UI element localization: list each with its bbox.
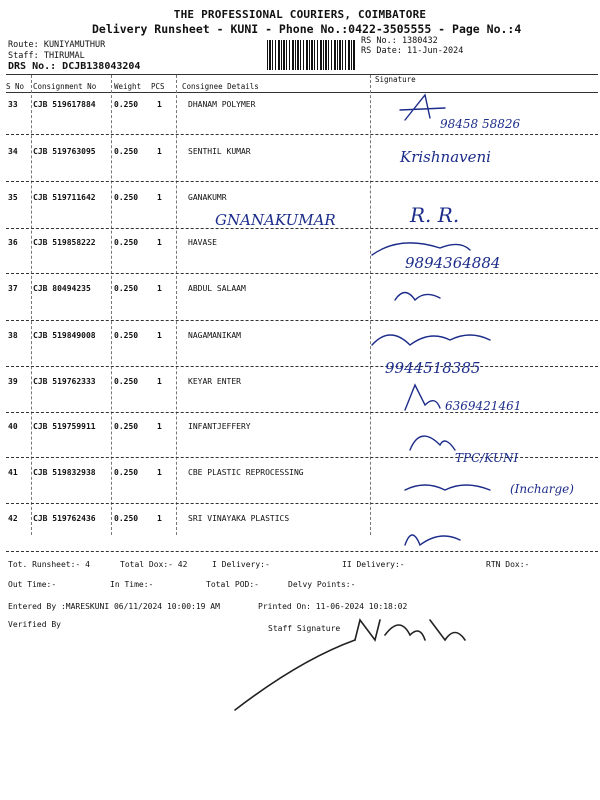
handwritten-phone: 9944518385 xyxy=(385,359,481,377)
row-consignee: SENTHIL KUMAR xyxy=(188,147,251,156)
signature-scribble xyxy=(405,535,460,545)
handwritten-name: GNANAKUMAR xyxy=(215,211,336,229)
staff-signature-scribble xyxy=(355,620,465,640)
row-weight: 0.250 xyxy=(114,377,139,386)
row-sno: 40 xyxy=(8,422,18,431)
row-sno: 41 xyxy=(8,468,18,477)
row-consignee: DHANAM POLYMER xyxy=(188,100,256,109)
rtn-dox: RTN Dox:- xyxy=(486,560,530,569)
col-pcs: PCS xyxy=(151,82,165,91)
staff-signature-label: Staff Signature xyxy=(268,624,341,633)
document-title: Delivery Runsheet - KUNI - Phone No.:0422-3505555 - Page No.:4 xyxy=(92,22,522,36)
total-pod: Total POD:- xyxy=(206,580,259,589)
row-sno: 33 xyxy=(8,100,18,109)
row-pcs: 1 xyxy=(157,238,162,247)
row-consignee: CBE PLASTIC REPROCESSING xyxy=(188,468,304,477)
entered-by: Entered By :MARESKUNI 06/11/2024 10:00:19 AM xyxy=(8,602,220,611)
handwritten-stamp: TPC/KUNI xyxy=(455,451,519,465)
row-pcs: 1 xyxy=(157,147,162,156)
row-consignment: CJB 519849008 xyxy=(33,331,96,340)
row-sno: 34 xyxy=(8,147,18,156)
row-consignee: INFANTJEFFERY xyxy=(188,422,251,431)
row-consignment: CJB 519762436 xyxy=(33,514,96,523)
handwritten-initials: R. R. xyxy=(410,203,460,227)
i-delivery: I Delivery:- xyxy=(212,560,270,569)
row-consignee: ABDUL SALAAM xyxy=(188,284,246,293)
tot-runsheet: Tot. Runsheet:- 4 xyxy=(8,560,90,569)
row-pcs: 1 xyxy=(157,514,162,523)
col-sno: S No xyxy=(6,82,25,91)
row-consignment: CJB 80494235 xyxy=(33,284,91,293)
row-consignment: CJB 519711642 xyxy=(33,193,96,202)
row-weight: 0.250 xyxy=(114,468,139,477)
row-weight: 0.250 xyxy=(114,331,139,340)
row-consignee: NAGAMANIKAM xyxy=(188,331,241,340)
row-consignment: CJB 519762333 xyxy=(33,377,96,386)
row-consignment: CJB 519763095 xyxy=(33,147,96,156)
row-pcs: 1 xyxy=(157,284,162,293)
row-sno: 35 xyxy=(8,193,18,202)
row-weight: 0.250 xyxy=(114,284,139,293)
row-weight: 0.250 xyxy=(114,238,139,247)
row-weight: 0.250 xyxy=(114,514,139,523)
handwritten-phone: 98458 58826 xyxy=(440,117,521,131)
handwritten-name: Krishnaveni xyxy=(400,148,491,166)
row-weight: 0.250 xyxy=(114,193,139,202)
col-signature: Signature xyxy=(375,75,416,84)
verification-stroke xyxy=(235,640,355,710)
row-weight: 0.250 xyxy=(114,147,139,156)
row-consignment: CJB 519617884 xyxy=(33,100,96,109)
route-label: Route: KUNIYAMUTHUR xyxy=(8,40,106,50)
rs-date: RS Date: 11-Jun-2024 xyxy=(361,46,464,56)
verified-by: Verified By xyxy=(8,620,61,629)
drs-number: DRS No.: DCJB138043204 xyxy=(8,61,141,72)
row-sno: 36 xyxy=(8,238,18,247)
row-consignment: CJB 519759911 xyxy=(33,422,96,431)
row-sno: 38 xyxy=(8,331,18,340)
row-pcs: 1 xyxy=(157,193,162,202)
row-pcs: 1 xyxy=(157,377,162,386)
handwritten-phone: 9894364884 xyxy=(405,254,501,272)
delvy-points: Delvy Points:- xyxy=(288,580,356,589)
col-weight: Weight xyxy=(114,82,142,91)
ii-delivery: II Delivery:- xyxy=(342,560,405,569)
row-pcs: 1 xyxy=(157,100,162,109)
handwritten-note: (Incharge) xyxy=(510,482,574,496)
row-consignee: SRI VINAYAKA PLASTICS xyxy=(188,514,290,523)
signature-scribble xyxy=(372,335,490,345)
row-sno: 42 xyxy=(8,514,18,523)
row-sno: 39 xyxy=(8,377,18,386)
col-consignment: Consignment No xyxy=(33,82,97,91)
row-weight: 0.250 xyxy=(114,422,139,431)
printed-on: Printed On: 11-06-2024 10:18:02 xyxy=(258,602,408,611)
signature-scribble xyxy=(395,293,440,301)
total-dox: Total Dox:- 42 xyxy=(120,560,188,569)
signature-scribble xyxy=(400,95,445,120)
row-consignee: HAVASE xyxy=(188,238,217,247)
row-consignment: CJB 519858222 xyxy=(33,238,96,247)
row-consignee: KEYAR ENTER xyxy=(188,377,241,386)
row-sno: 37 xyxy=(8,284,18,293)
rs-number: RS No.: 1380432 xyxy=(361,36,438,46)
handwritten-phone: 6369421461 xyxy=(445,399,522,413)
row-consignee: GANAKUMR xyxy=(188,193,227,202)
signature-scribble xyxy=(410,436,455,450)
col-consignee: Consignee Details xyxy=(182,82,259,91)
row-pcs: 1 xyxy=(157,468,162,477)
in-time: In Time:- xyxy=(110,580,154,589)
signature-scribble xyxy=(405,385,440,410)
row-pcs: 1 xyxy=(157,331,162,340)
row-pcs: 1 xyxy=(157,422,162,431)
row-consignment: CJB 519832938 xyxy=(33,468,96,477)
row-weight: 0.250 xyxy=(114,100,139,109)
signature-scribble xyxy=(405,485,490,490)
out-time: Out Time:- xyxy=(8,580,57,589)
company-name: THE PROFESSIONAL COURIERS, COIMBATORE xyxy=(173,8,427,21)
staff-label: Staff: THIRUMAL xyxy=(8,51,85,61)
